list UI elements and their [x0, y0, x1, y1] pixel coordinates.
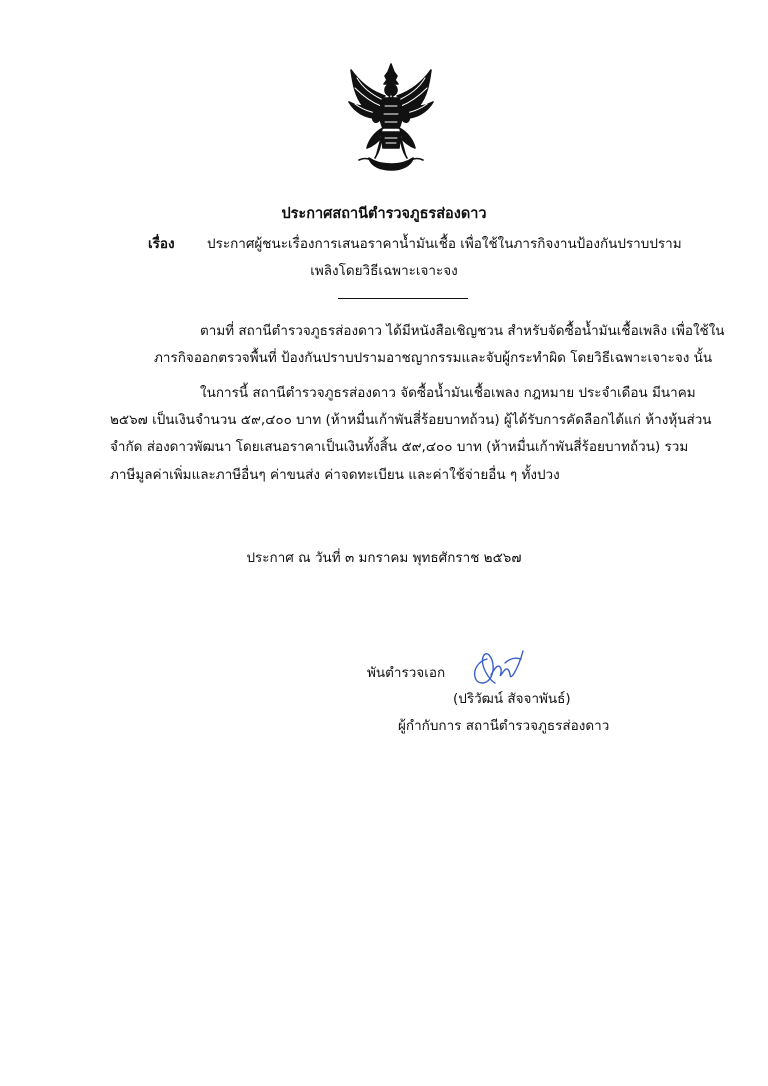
signer-position: ผู้กำกับการ สถานีตำรวจภูธรส่องดาว — [398, 718, 610, 734]
signer-name: (ปริวัฒน์ สัจจาพันธ์) — [453, 691, 571, 707]
paragraph-2-line-3: จำกัด ส่องดาวพัฒนา โดยเสนอราคาเป็นเงินทั้งสิ้น ๕๙,๔๐๐ บาท (ห้าหมื่นเก้าพันสี่ร้อยบาทถ้วน) รวม — [110, 439, 689, 455]
subject-text-line-1: ประกาศผู้ชนะเรื่องการเสนอราคาน้ำมันเชื้อ เพื่อใช้ในภารกิจงานป้องกันปราบปราม — [207, 236, 682, 252]
garuda-emblem-icon — [345, 62, 437, 172]
signer-rank: พันตำรวจเอก — [367, 665, 446, 681]
subject-text-line-2: เพลิงโดยวิธีเฉพาะเจาะจง — [310, 263, 458, 279]
paragraph-1-line-1: ตามที่ สถานีตำรวจภูธรส่องดาว ได้มีหนังสือเชิญชวน สำหรับจัดซื้อน้ำมันเชื้อเพลิง เพื่อใช้ใน — [200, 323, 725, 339]
title-divider — [338, 298, 468, 299]
paragraph-2-line-4: ภาษีมูลค่าเพิ่มและภาษีอื่นๆ ค่าขนส่ง ค่าจดทะเบียน และค่าใช้จ่ายอื่น ๆ ทั้งปวง — [110, 467, 560, 483]
document-title: ประกาศสถานีตำรวจภูธรส่องดาว — [281, 206, 487, 222]
paragraph-2-line-1: ในการนี้ สถานีตำรวจภูธรส่องดาว จัดซื้อน้ำมันเชื้อเพลง กฎหมาย ประจำเดือน มีนาคม — [200, 385, 696, 401]
announcement-date: ประกาศ ณ วันที่ ๓ มกราคม พุทธศักราช ๒๕๖๗ — [246, 550, 522, 566]
signature-mark — [465, 645, 525, 689]
paragraph-2-line-2: ๒๕๖๗ เป็นเงินจำนวน ๕๙,๔๐๐ บาท (ห้าหมื่นเก้าพันสี่ร้อยบาทถ้วน) ผู้ได้รับการคัดลือกได้แก่ ห้างหุ้นส่วน — [110, 412, 712, 428]
paragraph-1-line-2: ภารกิจออกตรวจพื้นที่ ป้องกันปราบปรามอาชญากรรมและจับผู้กระทำผิด โดยวิธีเฉพาะเจาะจง นั้น — [154, 350, 713, 366]
subject-label: เรื่อง — [148, 236, 175, 252]
